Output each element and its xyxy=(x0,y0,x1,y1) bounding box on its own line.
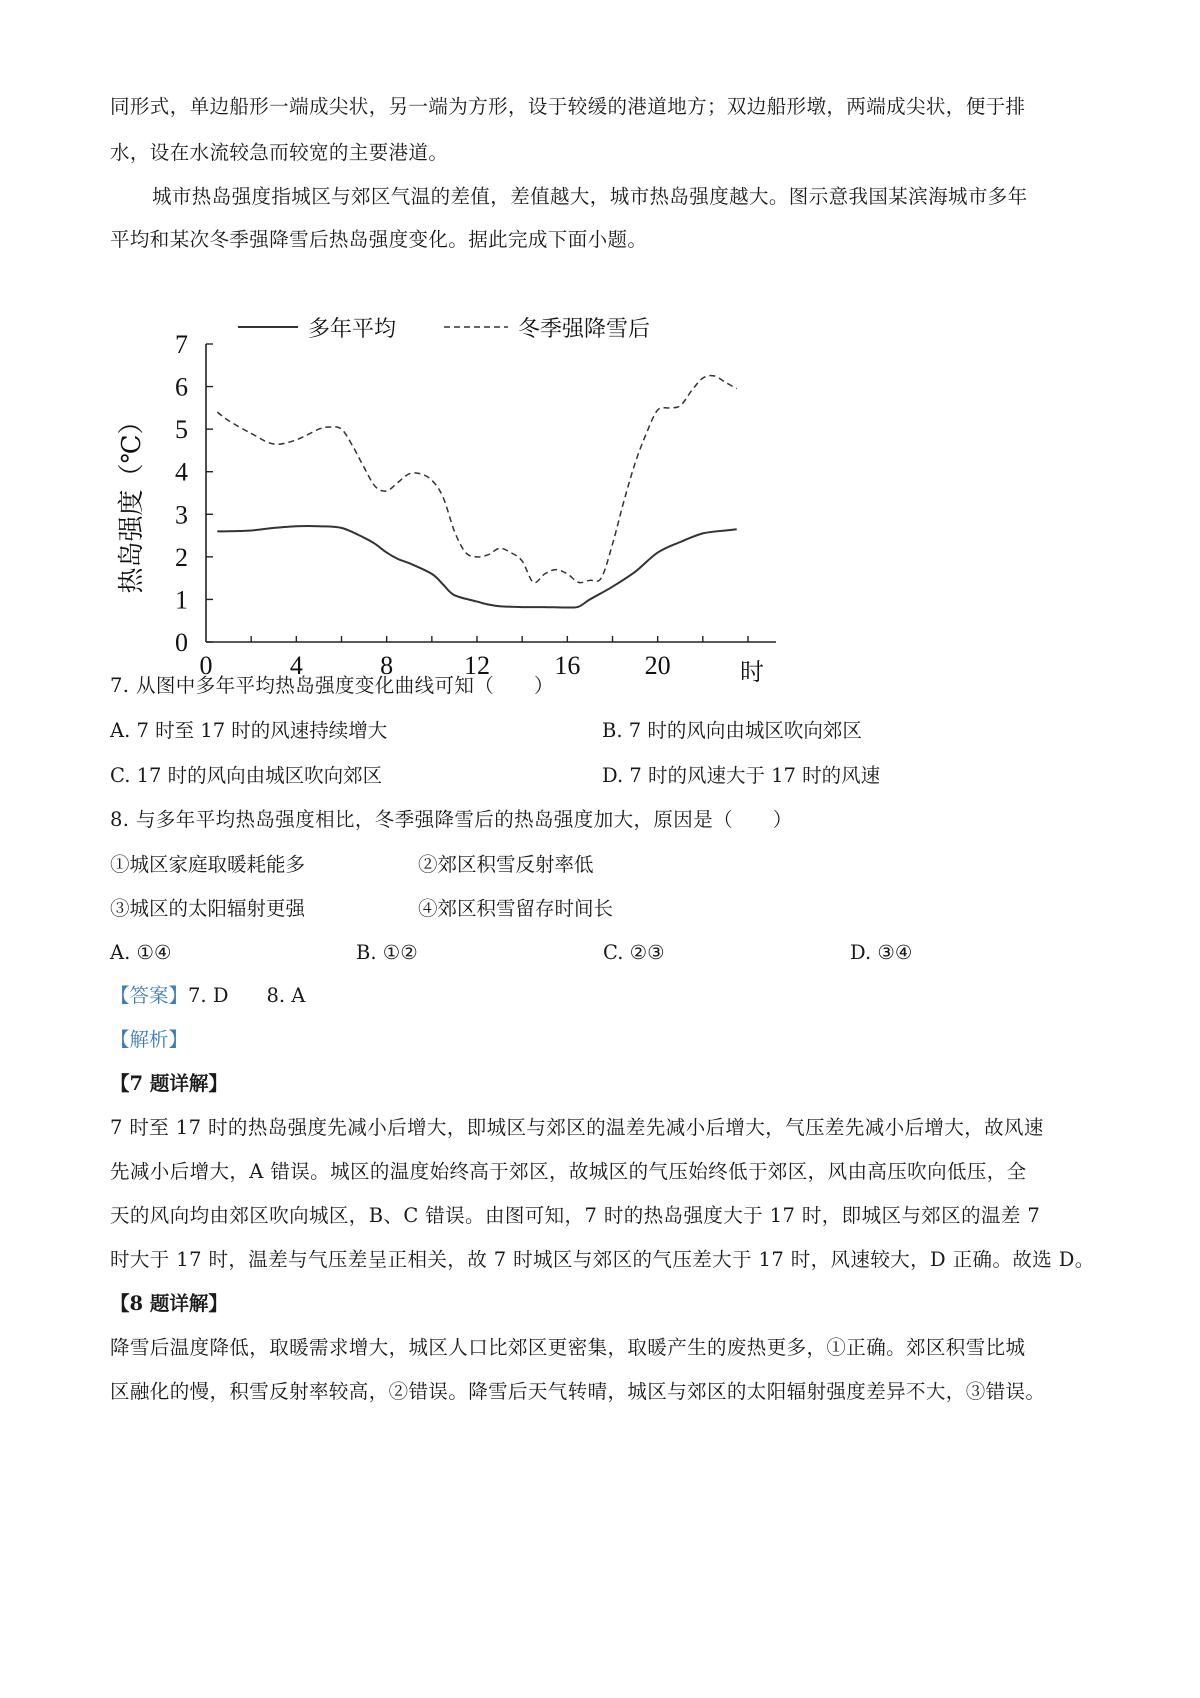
y-tick-label-0: 0 xyxy=(175,628,188,657)
answer-8: 8. A xyxy=(266,984,306,1007)
stem-line-1: 城市热岛强度指城区与郊区气温的差值，差值越大，城市热岛强度越大。图示意我国某滨海城市多年 xyxy=(152,185,1028,208)
q8-option-b: B. ①② xyxy=(356,941,418,964)
q7-option-a: A. 7 时至 17 时的风速持续增大 xyxy=(110,719,388,742)
y-tick-label-7: 7 xyxy=(175,330,188,359)
q7-detail-title: 【7 题详解】 xyxy=(110,1072,228,1095)
q7-detail-line-2: 先减小后增大，A 错误。城区的温度始终高于郊区，故城区的气压始终低于郊区，风由高压吹向低压，全 xyxy=(110,1160,1027,1183)
stem-line-2: 平均和某次冬季强降雪后热岛强度变化。据此完成下面小题。 xyxy=(110,228,648,251)
intro-line-2: 水，设在水流较急而较宽的主要港道。 xyxy=(110,141,449,164)
y-tick-label-5: 5 xyxy=(175,415,188,445)
q8-detail-title: 【8 题详解】 xyxy=(110,1292,228,1315)
y-tick-label-4: 4 xyxy=(175,457,188,487)
x-tick-label-20: 20 xyxy=(644,651,671,680)
intro-line-1: 同形式，单边船形一端成尖状，另一端为方形，设于较缓的港道地方；双边船形墩，两端成尖状，便于排 xyxy=(110,95,1026,118)
answer-line xyxy=(110,982,305,1010)
answer-7: 7. D xyxy=(188,984,229,1007)
x-axis-label: 时 xyxy=(740,660,764,686)
x-tick-label-8: 8 xyxy=(380,651,394,680)
analysis-tag: 【解析】 xyxy=(110,1028,189,1051)
q8-option-d: D. ③④ xyxy=(850,941,913,964)
q7-detail-line-1: 7 时至 17 时的热岛强度先减小后增大，即城区与郊区的温差先减小后增大，气压差先减小后增大，故风速 xyxy=(110,1116,1044,1139)
q8-item-3: ③城区的太阳辐射更强 xyxy=(110,897,306,920)
legend-average-label: 多年平均 xyxy=(308,316,397,341)
answer-tag: 【答案】 xyxy=(110,984,189,1007)
q7-detail-line-3: 天的风向均由郊区吹向城区，B、C 错误。由图可知，7 时的热岛强度大于 17 时，即城区与郊区的温差 7 xyxy=(110,1204,1041,1227)
q8-item-2: ②郊区积雪反射率低 xyxy=(418,853,594,876)
q8-detail-line-1: 降雪后温度降低，取暖需求增大，城区人口比郊区更密集，取暖产生的废热更多，①正确。郊区积雪比城 xyxy=(110,1336,1026,1359)
x-tick-label-4: 4 xyxy=(289,651,303,680)
q8-stem: 8. 与多年平均热岛强度相比，冬季强降雪后的热岛强度加大，原因是（ ） xyxy=(110,808,793,831)
y-axis-label: 热岛强度（℃） xyxy=(117,408,146,594)
q8-option-c: C. ②③ xyxy=(603,941,665,964)
q7-detail-line-4: 时大于 17 时，温差与气压差呈正相关，故 7 时城区与郊区的气压差大于 17 时，风速较大，D 正确。故选 D。 xyxy=(110,1248,1095,1271)
y-tick-label-2: 2 xyxy=(175,542,188,572)
y-tick-label-6: 6 xyxy=(175,372,188,402)
x-tick-label-0: 0 xyxy=(199,651,213,680)
q7-option-c: C. 17 时的风向由城区吹向郊区 xyxy=(110,764,383,787)
q8-item-1: ①城区家庭取暖耗能多 xyxy=(110,853,306,876)
q8-item-4: ④郊区积雪留存时间长 xyxy=(418,897,614,920)
series-line-average xyxy=(217,526,736,608)
x-tick-label-16: 16 xyxy=(554,651,581,680)
x-tick-label-12: 12 xyxy=(464,651,490,680)
q7-stem: 7. 从图中多年平均热岛强度变化曲线可知（ ） xyxy=(110,674,554,697)
q8-option-a: A. ①④ xyxy=(110,941,172,964)
y-tick-label-3: 3 xyxy=(175,500,188,530)
legend-snow-label: 冬季强降雪后 xyxy=(518,316,651,341)
q8-detail-line-2: 区融化的慢，积雪反射率较高，②错误。降雪后天气转晴，城区与郊区的太阳辐射强度差异不大，③错误。 xyxy=(110,1380,1046,1403)
q7-option-d: D. 7 时的风速大于 17 时的风速 xyxy=(602,764,881,787)
q7-option-b: B. 7 时的风向由城区吹向郊区 xyxy=(602,719,862,742)
y-tick-label-1: 1 xyxy=(175,585,188,615)
